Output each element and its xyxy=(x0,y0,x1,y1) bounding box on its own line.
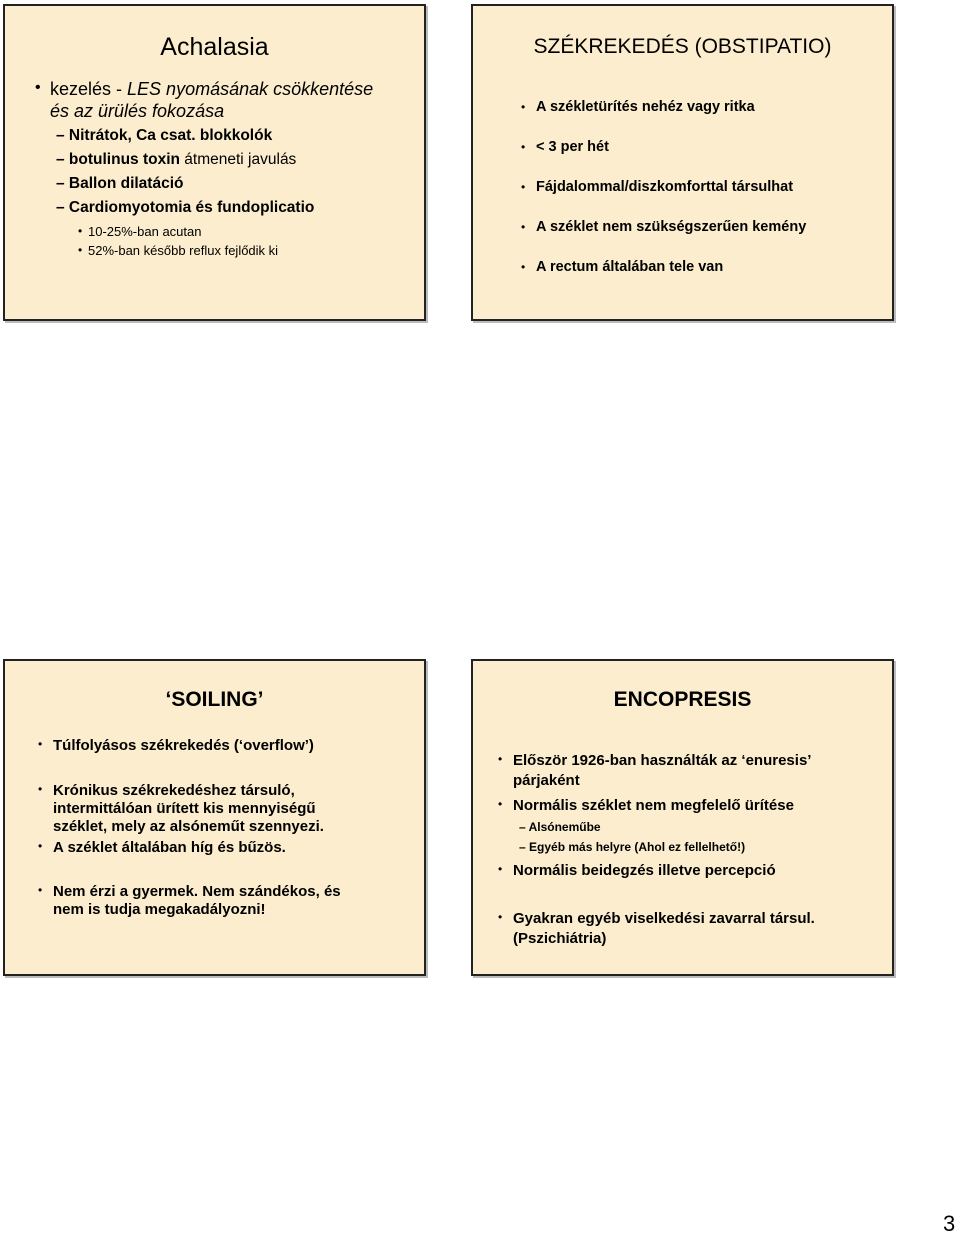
slide-title: Achalasia xyxy=(160,33,269,61)
sub-item: – Alsóneműbe xyxy=(519,820,601,834)
bullet: • xyxy=(521,180,526,194)
bullet-text: Krónikus székrekedéshez társuló, xyxy=(53,782,295,799)
bullet-text: A rectum általában tele van xyxy=(536,259,724,275)
bullet-text: (Pszichiátria) xyxy=(513,930,607,947)
bullet-text: és az ürülés fokozása xyxy=(50,101,225,121)
bullet: • xyxy=(38,737,43,751)
slide-achalasia xyxy=(3,4,426,321)
bullet: • xyxy=(78,224,83,238)
sub-item: – Cardiomyotomia és fundoplicatio xyxy=(56,199,315,216)
sub-item xyxy=(56,152,296,168)
bullet: • xyxy=(38,839,43,853)
bullet: • xyxy=(521,220,526,234)
sub-item: – Nitrátok, Ca csat. blokkolók xyxy=(56,127,273,144)
slide-szekrekedes xyxy=(471,4,894,321)
bullet: • xyxy=(521,100,526,114)
bullet: • xyxy=(498,910,503,924)
bullet-text: intermittálóan ürített kis mennyiségű xyxy=(53,800,316,817)
bullet: • xyxy=(35,79,41,96)
bullet-text: Normális beidegzés illetve percepció xyxy=(513,862,776,879)
bullet-text: Túlfolyásos székrekedés (‘overflow’) xyxy=(53,737,314,754)
bullet-text: < 3 per hét xyxy=(536,139,609,155)
bullet-text: Normális széklet nem megfelelő ürítése xyxy=(513,797,794,814)
bullet: • xyxy=(498,752,503,766)
slide-encopresis xyxy=(471,659,894,976)
text-bold: – botulinus toxin xyxy=(56,151,180,168)
bullet: • xyxy=(498,797,503,811)
sub-item: – Ballon dilatáció xyxy=(56,175,184,192)
bullet: • xyxy=(78,243,83,257)
bullet-text xyxy=(50,80,373,98)
text: átmeneti javulás xyxy=(180,151,297,168)
bullet: • xyxy=(521,260,526,274)
slide-title: ‘SOILING’ xyxy=(165,688,264,711)
slide-soiling xyxy=(3,659,426,976)
bullet: • xyxy=(521,140,526,154)
bullet: • xyxy=(498,862,503,876)
sub-item: – Egyéb más helyre (Ahol ez fellelhető!) xyxy=(519,840,746,854)
slide-title: ENCOPRESIS xyxy=(613,688,752,711)
bullet-text: Fájdalommal/diszkomforttal társulhat xyxy=(536,179,794,195)
bullet-text: Nem érzi a gyermek. Nem szándékos, és xyxy=(53,883,341,900)
bullet-text: Gyakran egyéb viselkedési zavarral társul. xyxy=(513,910,815,927)
bullet-text: nem is tudja megakadályozni! xyxy=(53,901,266,918)
text-italic: LES nyomásának csökkentése xyxy=(127,79,374,99)
sub-sub-item: 10-25%-ban acutan xyxy=(88,224,202,239)
slide-title: SZÉKREKEDÉS (OBSTIPATIO) xyxy=(533,35,832,58)
sub-sub-item: 52%-ban később reflux fejlődik ki xyxy=(88,243,279,258)
page-number: 3 xyxy=(943,1211,956,1236)
bullet-text: A széklet általában híg és bűzös. xyxy=(53,839,286,856)
bullet-text: A széklet nem szükségszerűen kemény xyxy=(536,219,807,235)
bullet-text: széklet, mely az alsóneműt szennyezi. xyxy=(53,818,324,835)
bullet-text: A székletürítés nehéz vagy ritka xyxy=(536,99,755,115)
bullet: • xyxy=(38,883,43,897)
text: kezelés - xyxy=(50,79,128,99)
bullet-text: párjaként xyxy=(513,772,580,789)
bullet: • xyxy=(38,782,43,796)
bullet-text: Először 1926-ban használták az ‘enuresis’ xyxy=(513,752,812,769)
